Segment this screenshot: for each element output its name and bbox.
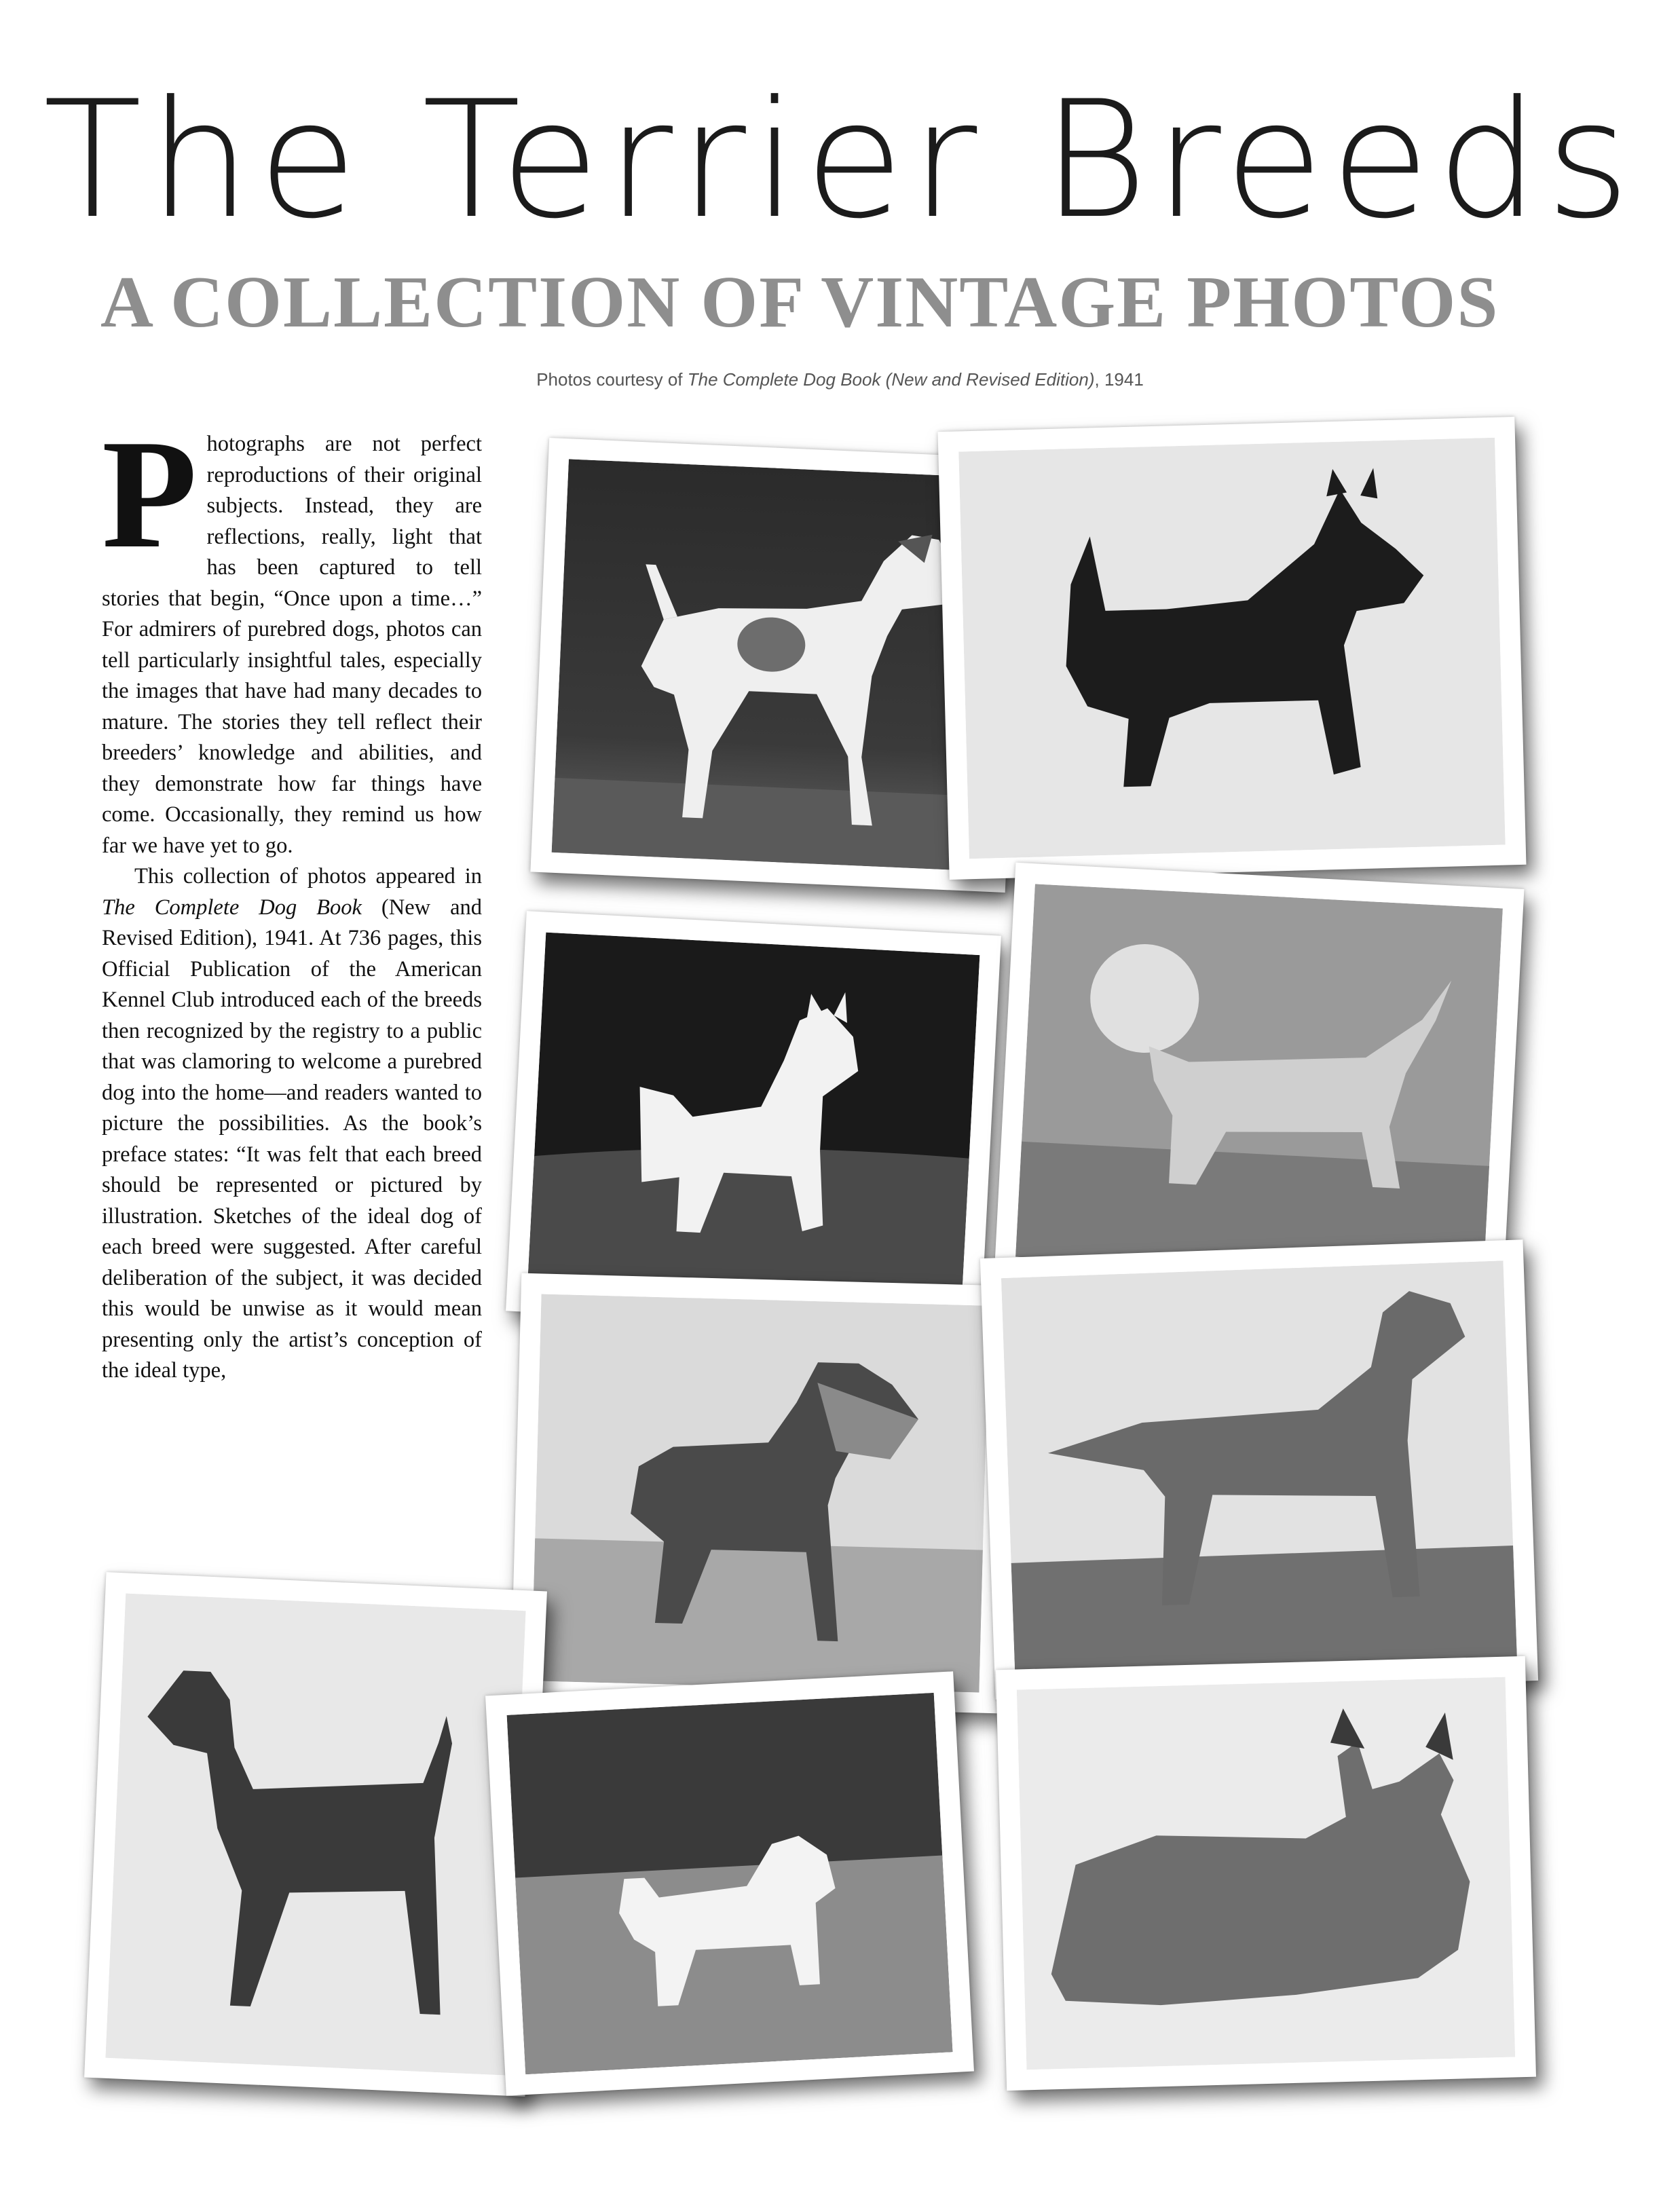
west-highland-white-terrier-photo (506, 911, 1001, 1336)
skye-terrier-photo (996, 1656, 1536, 2091)
scottish-terrier-image (958, 438, 1505, 859)
credit-year: , 1941 (1094, 369, 1144, 390)
photo-credit (0, 369, 1680, 390)
airedale-terrier-photo (84, 1572, 547, 2097)
page-subtitle: A COLLECTION OF VINTAGE PHOTOS (100, 262, 1499, 343)
wire-fox-terrier-image (552, 459, 1003, 871)
skye-terrier-image (1017, 1677, 1515, 2070)
article-paragraph-1 (102, 407, 482, 861)
paragraph-2-text: (New and Revised Edition), 1941. At 736 pages, this Official Publication of the American Kennel Club introduced each of the breeds then recognized by the registry to a public that was clamoring to welcome a purebred dog into the home—and readers wanted to picture the possibilities. As the book’s preface states: “It was felt that each breed should be represented or pictured by illustration. Sketches of the ideal dog of each breed were suggested. After careful deliberation of the subject, it was decided this would be unwise as it would mean presenting only the artist’s conception of the ideal type, (102, 895, 482, 1383)
irish-terrier-image (1001, 1260, 1517, 1678)
lakeland-terrier-photo (510, 1273, 1010, 1714)
article-body (102, 407, 482, 1387)
dandie-dinmont-terrier-photo (994, 863, 1525, 1303)
sealyham-terrier-image (507, 1693, 953, 2074)
page-title: The Terrier Breeds (43, 67, 1637, 255)
airedale-terrier-image (105, 1593, 525, 2075)
credit-book-title: The Complete Dog Book (New and Revised Edition) (687, 369, 1095, 390)
scottish-terrier-photo (938, 417, 1527, 880)
sealyham-terrier-photo (485, 1671, 974, 2095)
west-highland-white-terrier-image (527, 933, 980, 1315)
lakeland-terrier-image (531, 1294, 990, 1692)
paragraph-1-text: hotographs are not perfect reproductions of their original subjects. Instead, they are reflections, really, light that has been captured to tell stories that begin, “Once upon a time…” For admirers of purebred dogs, photos can tell particularly insightful tales, especially the images that have had many decades to mature. The stories they tell reflect their breeders’ knowledge and abilities, and they demonstrate how far things have come. Occasionally, they remind us how far we have yet to go. (102, 432, 482, 858)
article-paragraph-2 (102, 861, 482, 1387)
paragraph-2-lead: This collection of photos appeared in (134, 864, 482, 888)
drop-cap: P (102, 407, 198, 580)
dandie-dinmont-terrier-image (1015, 884, 1503, 1281)
book-title-italic: The Complete Dog Book (102, 895, 362, 920)
credit-prefix: Photos courtesy of (536, 369, 688, 390)
irish-terrier-photo (980, 1239, 1538, 1700)
